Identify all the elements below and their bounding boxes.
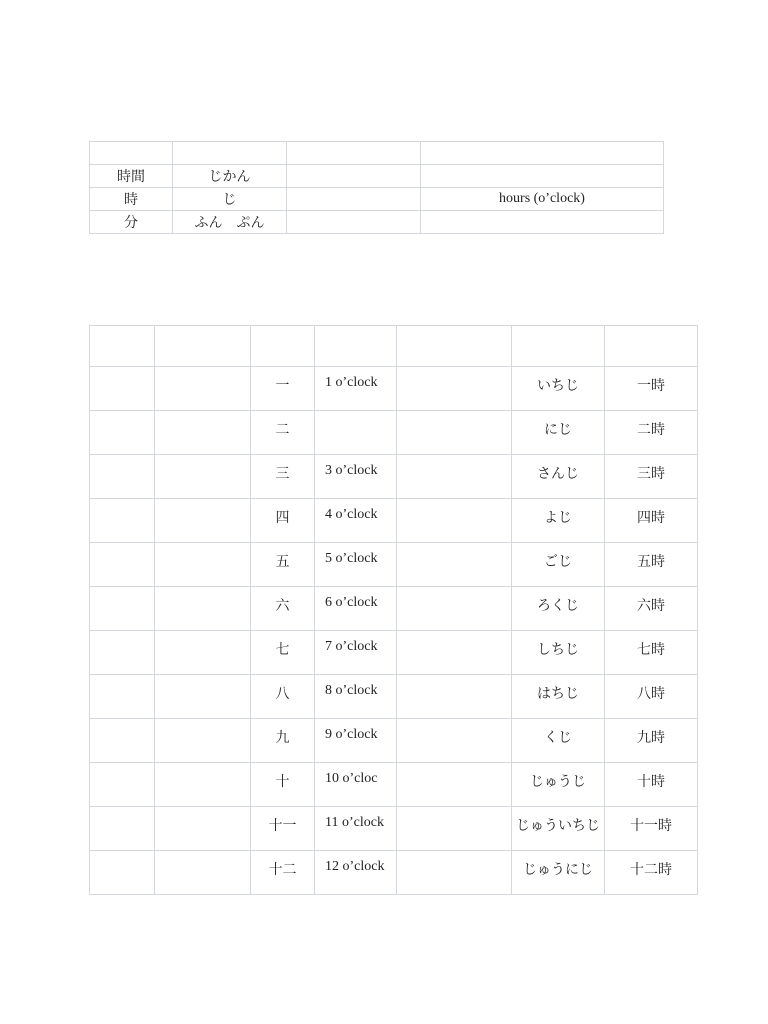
table-row [90,499,698,543]
kanji-number-cell: 九 [251,719,315,763]
kanji-time-cell: 十一時 [605,807,698,851]
empty-cell [90,543,155,587]
vocab-extra-cell [287,142,421,165]
empty-cell [90,455,155,499]
vocab-extra-cell [287,188,421,211]
header-cell [512,326,605,367]
reading-cell: じゅうじ [512,763,605,807]
kanji-time-cell: 四時 [605,499,698,543]
kanji-time-cell: 九時 [605,719,698,763]
empty-cell [397,411,512,455]
reading-cell: じゅうにじ [512,851,605,895]
kanji-number-cell: 十二 [251,851,315,895]
reading-cell: よじ [512,499,605,543]
empty-cell [90,587,155,631]
header-cell [155,326,251,367]
vocab-reading-cell [173,142,287,165]
table-row [90,188,664,211]
table-row [90,455,698,499]
kanji-number-cell: 六 [251,587,315,631]
vocab-meaning-cell: hours (o’clock) [421,188,664,211]
english-time-cell: 10 o’cloc [315,763,397,807]
english-time-cell: 7 o’clock [315,631,397,675]
table-row [90,675,698,719]
vocab-reading-cell: じかん [173,165,287,188]
vocab-meaning-cell [421,211,664,234]
english-time-cell: 5 o’clock [315,543,397,587]
english-time-cell: 11 o’clock [315,807,397,851]
english-time-cell: 8 o’clock [315,675,397,719]
reading-cell: にじ [512,411,605,455]
empty-cell [90,675,155,719]
kanji-time-cell: 三時 [605,455,698,499]
english-time-cell: 1 o’clock [315,367,397,411]
empty-cell [90,367,155,411]
english-time-cell: 12 o’clock [315,851,397,895]
empty-cell [397,543,512,587]
kanji-number-cell: 三 [251,455,315,499]
kanji-time-cell: 二時 [605,411,698,455]
kanji-time-cell: 五時 [605,543,698,587]
empty-cell [90,719,155,763]
kanji-number-cell: 七 [251,631,315,675]
empty-cell [155,411,251,455]
empty-cell [90,807,155,851]
header-cell [315,326,397,367]
header-cell [605,326,698,367]
vocab-kanji-cell: 時間 [90,165,173,188]
table-row [90,631,698,675]
english-time-cell: 4 o’clock [315,499,397,543]
empty-cell [397,367,512,411]
reading-cell: じゅういちじ [512,807,605,851]
vocab-extra-cell [287,211,421,234]
table-row [90,807,698,851]
empty-cell [397,587,512,631]
header-cell [251,326,315,367]
english-time-cell [315,411,397,455]
table-row [90,851,698,895]
table-row [90,367,698,411]
vocabulary-table [89,141,664,234]
empty-cell [90,631,155,675]
empty-cell [397,455,512,499]
empty-cell [155,543,251,587]
table-row [90,142,664,165]
empty-cell [155,719,251,763]
reading-cell: くじ [512,719,605,763]
english-time-cell: 3 o’clock [315,455,397,499]
empty-cell [155,763,251,807]
reading-cell: しちじ [512,631,605,675]
empty-cell [90,499,155,543]
table-row [90,587,698,631]
kanji-number-cell: 四 [251,499,315,543]
table-row [90,165,664,188]
vocab-kanji-cell: 時 [90,188,173,211]
vocab-reading-cell: ふん ぷん [173,211,287,234]
english-time-cell: 9 o’clock [315,719,397,763]
reading-cell: ろくじ [512,587,605,631]
empty-cell [397,499,512,543]
hours-table [89,325,698,895]
reading-cell: いちじ [512,367,605,411]
kanji-time-cell: 一時 [605,367,698,411]
kanji-time-cell: 八時 [605,675,698,719]
kanji-number-cell: 八 [251,675,315,719]
english-time-cell: 6 o’clock [315,587,397,631]
empty-cell [155,455,251,499]
vocab-meaning-cell [421,165,664,188]
kanji-time-cell: 十二時 [605,851,698,895]
empty-cell [397,719,512,763]
empty-cell [90,411,155,455]
kanji-number-cell: 一 [251,367,315,411]
empty-cell [397,675,512,719]
kanji-number-cell: 十 [251,763,315,807]
empty-cell [155,587,251,631]
table-row [90,543,698,587]
kanji-time-cell: 七時 [605,631,698,675]
empty-cell [155,499,251,543]
empty-cell [155,851,251,895]
empty-cell [155,367,251,411]
empty-cell [155,807,251,851]
vocab-extra-cell [287,165,421,188]
reading-cell: ごじ [512,543,605,587]
empty-cell [155,631,251,675]
header-cell [397,326,512,367]
empty-cell [397,763,512,807]
vocab-reading-cell: じ [173,188,287,211]
empty-cell [397,631,512,675]
empty-cell [90,851,155,895]
vocab-meaning-cell [421,142,664,165]
table-row [90,763,698,807]
table-row [90,719,698,763]
table-header-row [90,326,698,367]
table-row [90,411,698,455]
empty-cell [397,851,512,895]
kanji-number-cell: 十一 [251,807,315,851]
header-cell [90,326,155,367]
reading-cell: はちじ [512,675,605,719]
vocab-kanji-cell: 分 [90,211,173,234]
empty-cell [397,807,512,851]
reading-cell: さんじ [512,455,605,499]
kanji-number-cell: 五 [251,543,315,587]
kanji-time-cell: 十時 [605,763,698,807]
empty-cell [90,763,155,807]
table-row [90,211,664,234]
empty-cell [155,675,251,719]
kanji-number-cell: 二 [251,411,315,455]
kanji-time-cell: 六時 [605,587,698,631]
vocab-kanji-cell [90,142,173,165]
